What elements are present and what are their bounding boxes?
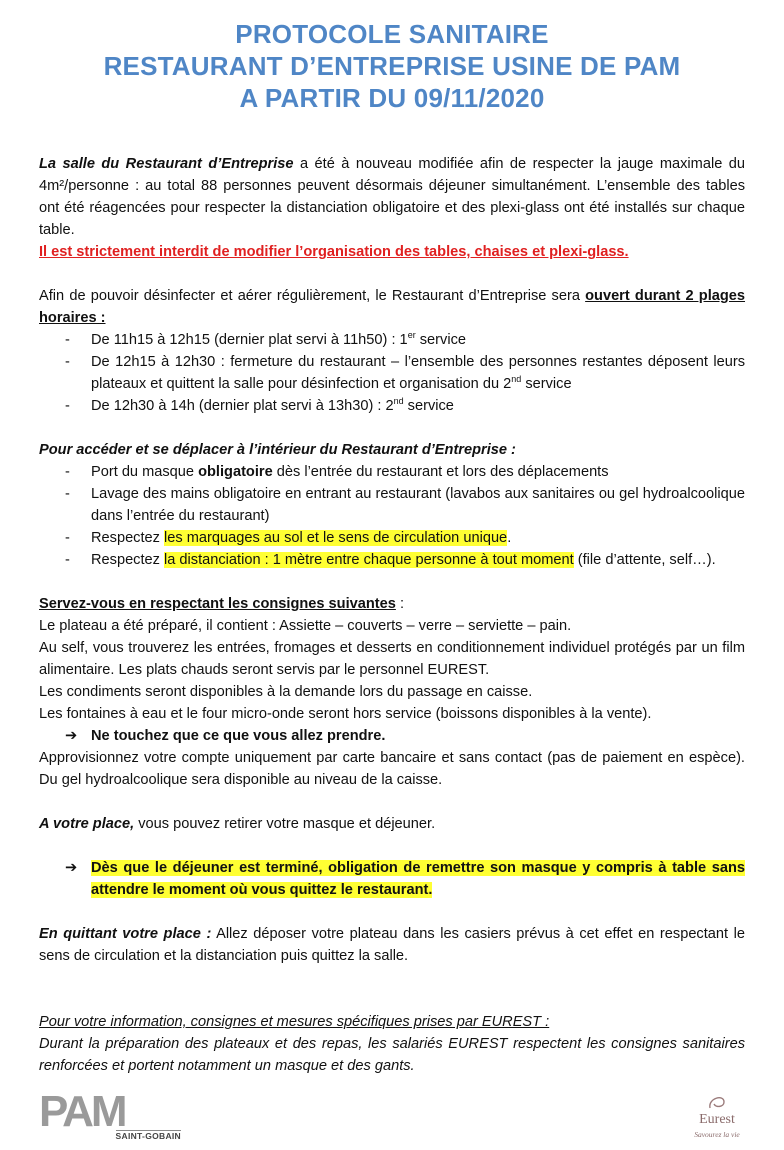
schedule-item: - De 11h15 à 12h15 (dernier plat servi à 11h50) : 1er service bbox=[65, 330, 466, 348]
schedule-list bbox=[39, 329, 745, 417]
arrow-icon: ➔ bbox=[65, 728, 78, 744]
highlight: Dès que le déjeuner est terminé, obligation de remettre son masque y compris à table sans attendre le moment où vous quittez le restaurant. bbox=[91, 860, 745, 898]
title-line-3: A PARTIR DU 09/11/2020 bbox=[239, 83, 545, 113]
schedule-paragraph bbox=[39, 285, 745, 329]
place-paragraph: A votre place, vous pouvez retirer votre masque et déjeuner. bbox=[39, 816, 436, 832]
highlight: les marquages au sol et le sens de circulation unique bbox=[164, 530, 508, 546]
eurest-name: Eurest bbox=[699, 1112, 735, 1127]
document-title bbox=[0, 18, 784, 114]
schedule-text: Afin de pouvoir désinfecter et aérer régulièrement, le Restaurant d’Entreprise sera bbox=[39, 288, 586, 304]
info-heading: Pour votre information, consignes et mesures spécifiques prises par EUREST : bbox=[39, 1014, 550, 1030]
serve-paragraph: Au self, vous trouverez les entrées, fromages et desserts en conditionnement individuel protégés par un film alimentaire. Les plats chauds seront servis par le personnel EUREST. bbox=[39, 640, 745, 678]
access-item: - Port du masque obligatoire dès l’entrée du restaurant et lors des déplacements bbox=[65, 464, 609, 480]
access-item: - Lavage des mains obligatoire en entrant au restaurant (lavabos aux sanitaires ou gel hydroalcoolique dans l’entrée du restaurant) bbox=[65, 486, 745, 524]
access-item: - Respectez les marquages au sol et le sens de circulation unique. bbox=[65, 530, 512, 546]
pam-logo-text: PAM bbox=[39, 1087, 125, 1136]
arrow-icon: ➔ bbox=[65, 860, 78, 876]
saint-gobain-label: SAINT-GOBAIN bbox=[115, 1131, 181, 1141]
info-paragraph: Durant la préparation des plateaux et des repas, les salariés EUREST respectent les consignes sanitaires renforcées et portent notamment un masque et des gants. bbox=[39, 1036, 745, 1074]
access-heading: Pour accéder et se déplacer à l’intérieur du Restaurant d’Entreprise : bbox=[39, 442, 516, 458]
serve-paragraph: Approvisionnez votre compte uniquement par carte bancaire et sans contact (pas de paiement en espèce). Du gel hydroalcoolique sera disponible au niveau de la caisse. bbox=[39, 750, 745, 788]
serve-heading: Servez-vous en respectant les consignes suivantes bbox=[39, 596, 396, 612]
arrow-note: ➔ Ne touchez que ce que vous allez prendre. bbox=[39, 725, 745, 747]
intro-text: a été à nouveau modifiée afin de respecter la jauge maximale du 4m²/personne : au total 88 personnes peuvent désormais déjeuner simultanément. L’ensemble des tables ont été réagencées pour respecter la distanciation obligatoire et des plexi-glass ont été installés sur chaque table. bbox=[39, 156, 745, 238]
serve-paragraph: Les fontaines à eau et le four micro-onde seront hors service (boissons disponibles à la vente). bbox=[39, 706, 652, 722]
highlight: la distanciation : 1 mètre entre chaque personne à tout moment bbox=[164, 552, 574, 568]
serve-paragraph: Les condiments seront disponibles à la demande lors du passage en caisse. bbox=[39, 684, 533, 700]
document-body: La salle du Restaurant d’Entreprise a été à nouveau modifiée afin de respecter la jauge maximale du 4m²/personne : au total 88 personnes peuvent désormais déjeuner simultanément. L’ensemble des tables ont été réagencées pour respecter la distanciation obligatoire et des plexi-glass ont été installés sur chaque table. Il est strictement interdit de modifier l’organisation des tables, chaises et plexi-glass. Afin de pouvoir désinfecter et aérer régulièrement, le Restaurant d’Entreprise sera ouvert durant 2 plages horaires : - De 11h15 à 12h15 (dernier plat servi à 11h50) : 1er service - De 12h15 à 12h30 : fermeture du restaurant – l’ensemble des personnes restantes déposent leurs plateaux et quittent la salle pour désinfection et organisation du 2nd service - De 12h30 à 14h (dernier plat servi à 13h30) : 2nd service Pour accéder et se déplacer à l’intérieur du Restaurant d’Entreprise : - Port du masque obligatoire dès l’entrée du restaurant et lors des déplacements - Lavage des mains obligatoire en entrant au restaurant (lavabos aux sanitaires ou gel hydroalcoolique dans l’entrée du restaurant) - Respectez les marquages au sol et le sens de circulation unique. - Respectez la distanciation : 1 mètre entre chaque personne à tout moment (file d’attente, self…). Servez-vous en respectant les consignes suivantes : Le plateau a été préparé, il contient : Assiette – couverts – verre – serviette – pain. Au self, vous trouverez les entrées, fromages et desserts en conditionnement individuel protégés par un film alimentaire. Les plats chauds seront servis par le personnel EUREST. Les condiments seront disponibles à la demande lors du passage en caisse. Les fontaines à eau et le four micro-onde seront hors service (boissons disponibles à la vente). ➔ Ne touchez que ce que vous allez prendre. Approvisionnez votre compte uniquement par carte bancaire et sans contact (pas de paiement en espèce). Du gel hydroalcoolique sera disponible au niveau de la caisse. A votre place, vous pouvez retirer votre masque et déjeuner. ➔ Dès que le déjeuner est terminé, obligation de remettre son masque y compris à table sans attendre le moment où vous quittez le restaurant. En quittant votre place : Allez déposer votre plateau dans les casiers prévus à cet effet en respectant le sens de circulation et la distanciation puis quittez la salle. Pour votre information, consignes et mesures spécifiques prises par EUREST : Durant la préparation des plateaux et des repas, les salariés EUREST respectent les consignes sanitaires renforcées et portent notamment un masque et des gants. bbox=[39, 153, 745, 1077]
leaving-paragraph: En quittant votre place : Allez déposer votre plateau dans les casiers prévus à cet effet en respectant le sens de circulation et la distanciation puis quittez la salle. bbox=[39, 926, 746, 964]
intro-warning: Il est strictement interdit de modifier l’organisation des tables, chaises et plexi-glass. bbox=[39, 244, 629, 260]
access-list bbox=[39, 461, 745, 571]
eurest-logo bbox=[680, 1090, 754, 1142]
schedule-item: - De 12h15 à 12h30 : fermeture du restaurant – l’ensemble des personnes restantes déposent leurs plateaux et quittent la salle pour désinfection et organisation du 2nd service bbox=[65, 354, 745, 392]
title-line-2: RESTAURANT D’ENTREPRISE USINE DE PAM bbox=[103, 51, 681, 81]
pam-logo bbox=[39, 1087, 181, 1144]
intro-lead: La salle du Restaurant d’Entreprise bbox=[39, 156, 294, 172]
serve-paragraph: Le plateau a été préparé, il contient : Assiette – couverts – verre – serviette – pain. bbox=[39, 618, 572, 634]
title-line-1: PROTOCOLE SANITAIRE bbox=[235, 19, 549, 49]
schedule-item: - De 12h30 à 14h (dernier plat servi à 13h30) : 2nd service bbox=[65, 396, 454, 414]
eurest-tagline: Savourez la vie bbox=[694, 1130, 740, 1139]
schedule-emphasis: ouvert durant 2 plages horaires : bbox=[39, 288, 746, 326]
intro-paragraph bbox=[39, 153, 745, 241]
access-item: - Respectez la distanciation : 1 mètre entre chaque personne à tout moment (file d’attente, self…). bbox=[65, 552, 716, 568]
arrow-note bbox=[39, 857, 745, 901]
eurest-swirl-icon bbox=[680, 1090, 754, 1112]
